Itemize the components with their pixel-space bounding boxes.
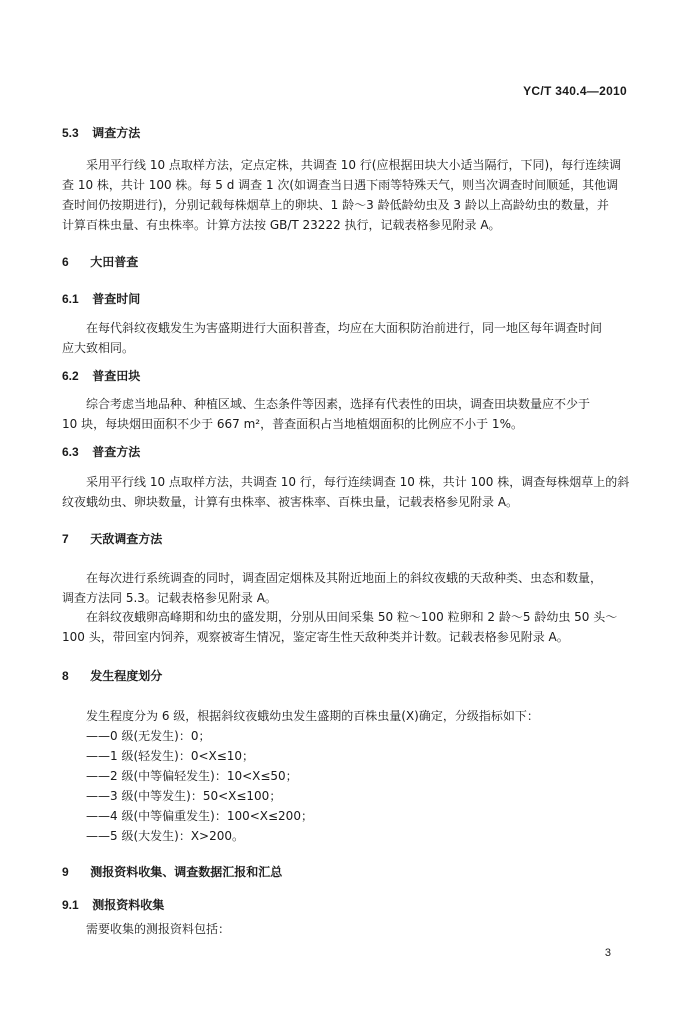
heading-number: 9	[62, 865, 69, 879]
paragraph-7-a	[62, 568, 622, 608]
heading-title: 大田普查	[90, 255, 139, 269]
text-line: 100 头，带回室内饲养，观察被寄生情况，鉴定寄生性天敌种类并计数。记载表格参见附录 A。	[62, 630, 569, 644]
list-item: ——1 级(轻发生)：0<X≤10；	[86, 749, 255, 763]
text-line: 应大致相同。	[62, 341, 135, 355]
heading-number: 6.1	[62, 292, 79, 306]
list-item: ——5 级(大发生)：X>200。	[86, 829, 244, 843]
paragraph-7-b	[62, 607, 622, 647]
text-line: 纹夜蛾幼虫、卵块数量，计算有虫株率、被害株率、百株虫量，记载表格参见附录 A。	[62, 495, 519, 509]
heading-number: 6.2	[62, 369, 79, 383]
list-item: ——3 级(中等发生)：50<X≤100；	[86, 789, 282, 803]
heading-6	[62, 253, 138, 270]
heading-number: 9.1	[62, 898, 79, 912]
text-line: 采用平行线 10 点取样方法，定点定株，共调查 10 行(应根据田块大小适当隔行，下同)，每行连续调	[86, 158, 622, 172]
text-line: 综合考虑当地品种、种植区域、生态条件等因素，选择有代表性的田块，调查田块数量应不少于	[86, 397, 591, 411]
list-item: ——0 级(无发生)：0；	[86, 729, 211, 743]
text-line: 在斜纹夜蛾卵高峰期和幼虫的盛发期，分别从田间采集 50 粒～100 粒卵和 2 龄～5 龄幼虫 50 头～	[86, 610, 618, 624]
list-item: ——2 级(中等偏轻发生)：10<X≤50；	[86, 769, 298, 783]
text-line: 查时间仍按期进行)，分别记载每株烟草上的卵块、1 龄～3 龄低龄幼虫及 3 龄以上高龄幼虫的数量，并	[62, 198, 609, 212]
text-line: 在每次进行系统调查的同时，调查固定烟株及其附近地面上的斜纹夜蛾的天敌种类、虫态和数量，	[86, 571, 603, 585]
text-line: 发生程度分为 6 级，根据斜纹夜蛾幼虫发生盛期的百株虫量(X)确定，分级指标如下：	[86, 709, 539, 723]
text-line: 在每代斜纹夜蛾发生为害盛期进行大面积普查，均应在大面积防治前进行，同一地区每年调查时间	[86, 321, 603, 335]
heading-title: 测报资料收集、调查数据汇报和汇总	[90, 865, 283, 879]
heading-number: 6.3	[62, 445, 79, 459]
heading-title: 普查方法	[92, 445, 141, 459]
heading-title: 调查方法	[92, 126, 141, 140]
paragraph-6-3	[62, 472, 630, 512]
heading-title: 测报资料收集	[92, 898, 165, 912]
heading-7	[62, 530, 162, 547]
list-item: ——4 级(中等偏重发生)：100<X≤200；	[86, 809, 313, 823]
paragraph-8-intro	[62, 706, 622, 726]
text-line: 调查方法同 5.3。记载表格参见附录 A。	[62, 591, 277, 605]
heading-number: 8	[62, 669, 69, 683]
paragraph-5-3	[62, 155, 622, 235]
heading-9-1	[62, 896, 164, 913]
text-line: 计算百株虫量、有虫株率。计算方法按 GB/T 23222 执行，记载表格参见附录 A。	[62, 218, 501, 232]
heading-title: 普查时间	[92, 292, 141, 306]
heading-6-1	[62, 290, 140, 307]
grade-list	[86, 726, 313, 846]
text-line: 需要收集的测报资料包括：	[86, 922, 231, 936]
text-line: 采用平行线 10 点取样方法，共调查 10 行，每行连续调查 10 株，共计 100 株，调查每株烟草上的斜	[86, 475, 630, 489]
page-number: 3	[604, 947, 611, 959]
heading-number: 7	[62, 532, 69, 546]
standard-code: YC/T 340.4—2010	[523, 84, 627, 98]
heading-6-2	[62, 367, 140, 384]
heading-title: 天敌调查方法	[90, 532, 163, 546]
heading-9	[62, 863, 282, 880]
text-line: 查 10 株，共计 100 株。每 5 d 调查 1 次(如调查当日遇下雨等特殊天气，则当次调查时间顺延，其他调	[62, 178, 619, 192]
heading-8	[62, 667, 162, 684]
paragraph-9-1	[62, 919, 622, 939]
paragraph-6-2	[62, 394, 622, 434]
heading-title: 发生程度划分	[90, 669, 163, 683]
paragraph-6-1	[62, 318, 622, 358]
heading-6-3	[62, 443, 140, 460]
text-line: 10 块，每块烟田面积不少于 667 m²，普查面积占当地植烟面积的比例应不小于 1%。	[62, 417, 523, 431]
heading-title: 普查田块	[92, 369, 141, 383]
heading-number: 6	[62, 255, 69, 269]
heading-number: 5.3	[62, 126, 79, 140]
heading-5-3	[62, 124, 140, 141]
